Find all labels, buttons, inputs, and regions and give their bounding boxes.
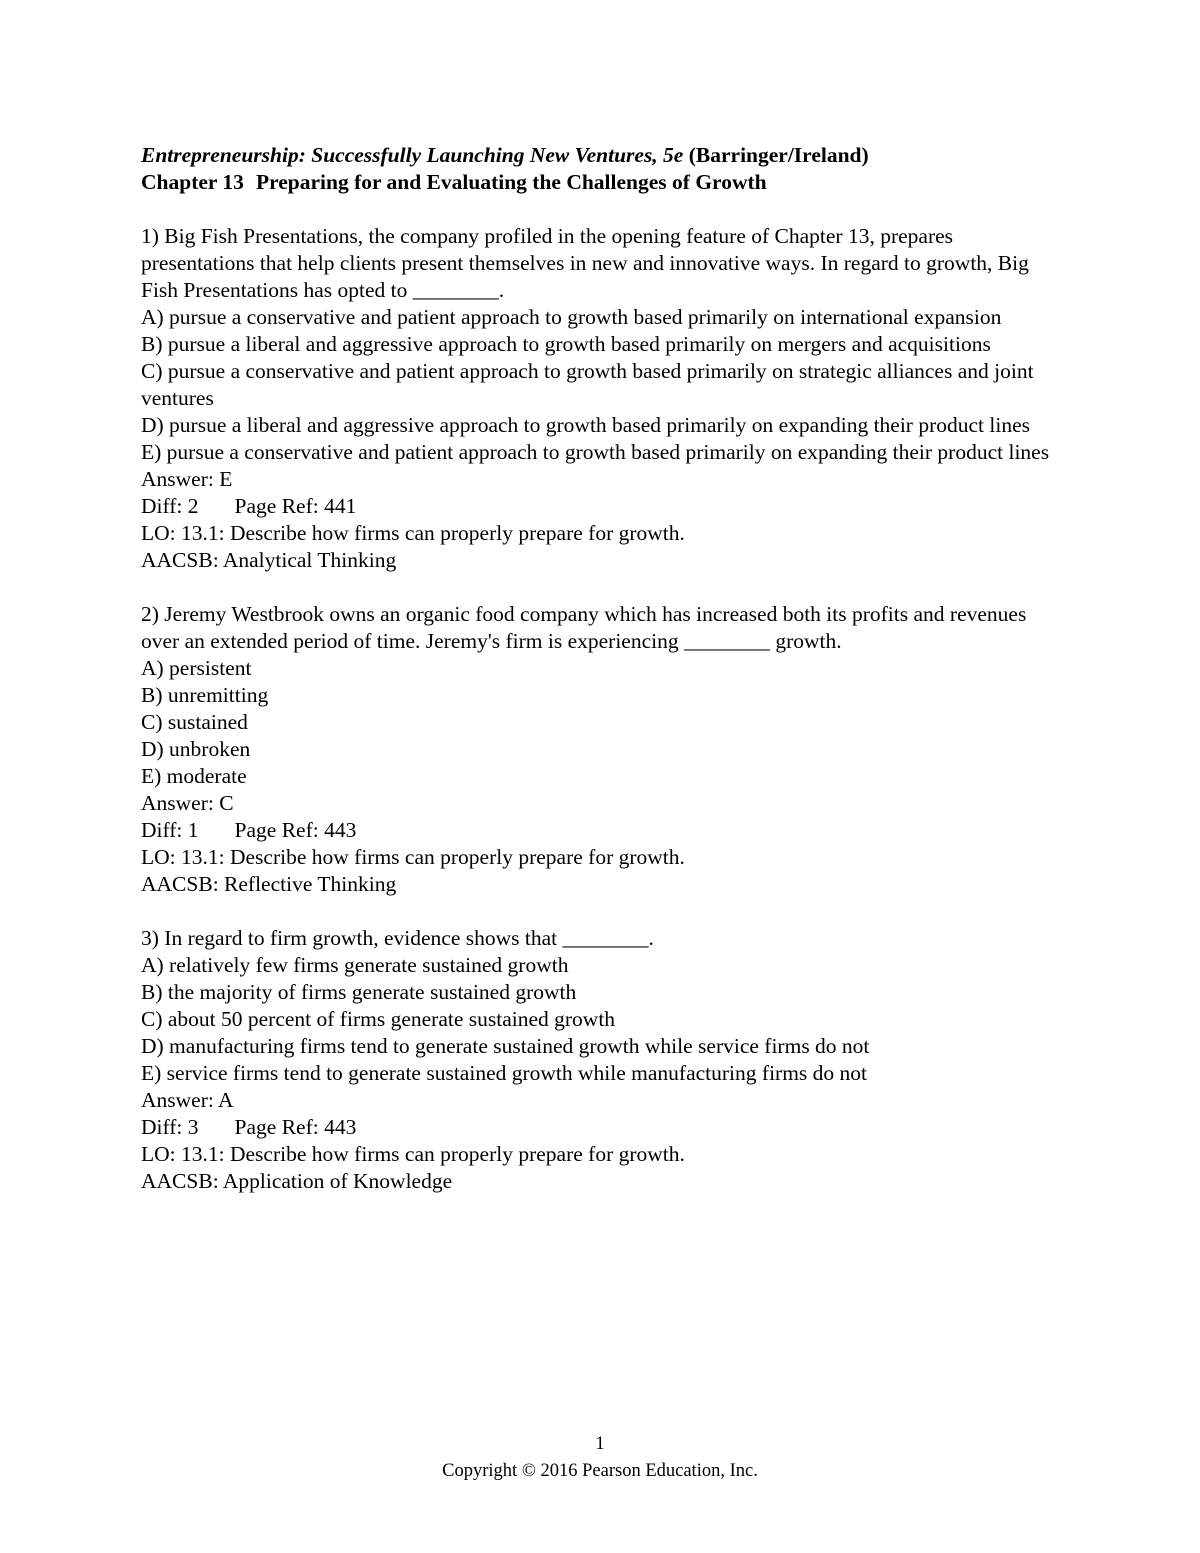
chapter-title: Preparing for and Evaluating the Challenges of Growth [255,170,767,194]
page-ref: Page Ref: 443 [234,1115,357,1139]
question-stem: 1) Big Fish Presentations, the company profiled in the opening feature of Chapter 13, prepares presentations that help clients present themselves in new and innovative ways. In regard to growth, Big Fish Presentations has opted to ________. [141,224,1029,302]
book-header [141,142,1061,169]
option-c: C) about 50 percent of firms generate sustained growth [141,1007,616,1031]
option-a: A) pursue a conservative and patient approach to growth based primarily on international expansion [141,305,1002,329]
option-c: C) sustained [141,710,248,734]
option-c: C) pursue a conservative and patient approach to growth based primarily on strategic alliances and joint ventures [141,359,1034,410]
question-2 [141,601,1061,898]
option-d: D) manufacturing firms tend to generate sustained growth while service firms do not [141,1034,870,1058]
question-stem: 3) In regard to firm growth, evidence shows that ________. [141,926,654,950]
aacsb: AACSB: Analytical Thinking [141,548,397,572]
page-ref: Page Ref: 443 [234,818,357,842]
difficulty-line [141,817,1061,844]
question-3 [141,925,1061,1195]
aacsb: AACSB: Application of Knowledge [141,1169,453,1193]
question-1 [141,223,1061,574]
option-e: E) service firms tend to generate sustained growth while manufacturing firms do not [141,1061,868,1085]
chapter-header [141,169,1061,196]
option-e: E) pursue a conservative and patient approach to growth based primarily on expanding their product lines [141,440,1050,464]
difficulty-line [141,493,1061,520]
page-content [141,142,1061,1195]
learning-objective: LO: 13.1: Describe how firms can properly prepare for growth. [141,845,685,869]
answer: Answer: A [141,1088,234,1112]
difficulty: Diff: 1 [141,818,199,842]
book-title: Entrepreneurship: Successfully Launching New Ventures, 5e [141,143,684,167]
option-b: B) pursue a liberal and aggressive approach to growth based primarily on mergers and acquisitions [141,332,991,356]
learning-objective: LO: 13.1: Describe how firms can properly prepare for growth. [141,521,685,545]
option-e: E) moderate [141,764,247,788]
difficulty: Diff: 2 [141,494,199,518]
option-a: A) persistent [141,656,252,680]
learning-objective: LO: 13.1: Describe how firms can properly prepare for growth. [141,1142,685,1166]
chapter-number: Chapter 13 [141,170,244,194]
page-number: 1 [595,1434,605,1454]
page-ref: Page Ref: 441 [234,494,357,518]
copyright-notice: Copyright © 2016 Pearson Education, Inc. [442,1461,758,1481]
option-a: A) relatively few firms generate sustained growth [141,953,569,977]
aacsb: AACSB: Reflective Thinking [141,872,397,896]
book-authors: (Barringer/Ireland) [688,143,869,167]
option-b: B) unremitting [141,683,269,707]
answer: Answer: C [141,791,234,815]
difficulty-line [141,1114,1061,1141]
option-b: B) the majority of firms generate sustained growth [141,980,577,1004]
difficulty: Diff: 3 [141,1115,199,1139]
option-d: D) pursue a liberal and aggressive approach to growth based primarily on expanding their product lines [141,413,1030,437]
question-stem: 2) Jeremy Westbrook owns an organic food company which has increased both its profits and revenues over an extended period of time. Jeremy's firm is experiencing ________ growth. [141,602,1027,653]
option-d: D) unbroken [141,737,251,761]
answer: Answer: E [141,467,233,491]
